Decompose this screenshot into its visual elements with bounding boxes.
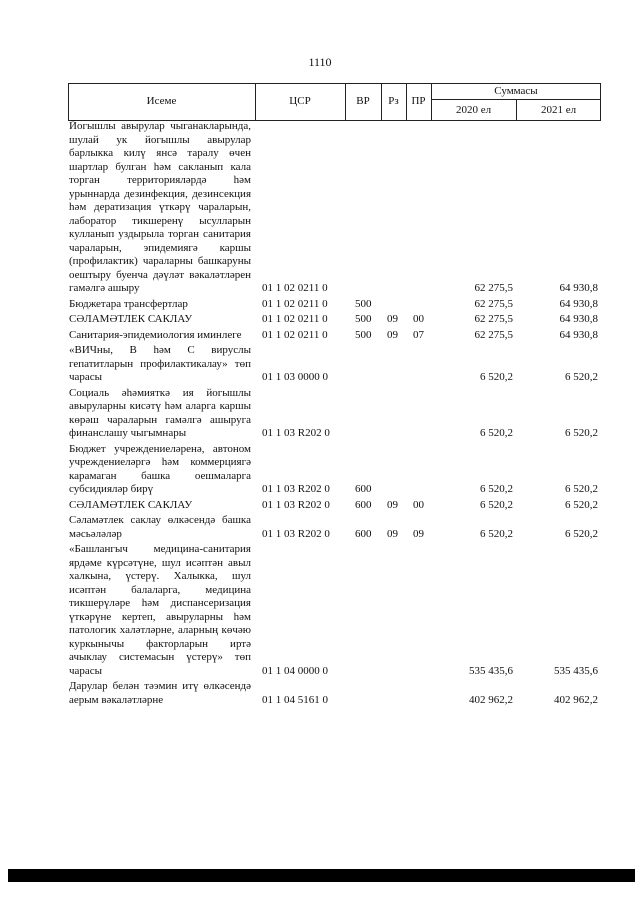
- row-sum-2021: 64 930,8: [559, 297, 598, 310]
- row-name: Бюджет учреждениеләренә, автоном учреждениеләргә һәм коммерциягә карамаган башка оешмаларга субсидияләр бирү: [69, 442, 251, 495]
- row-pr: 00: [413, 313, 424, 325]
- row-name: СӘЛАМӘТЛЕК САКЛАУ: [69, 313, 193, 325]
- row-name: Бюджетара трансфертлар: [69, 297, 188, 310]
- row-csr: 01 1 03 R202 0: [262, 427, 330, 439]
- row-name: СӘЛАМӘТЛЕК САКЛАУ: [69, 498, 193, 511]
- table-header: [68, 83, 601, 121]
- row-sum-2021: 402 962,2: [554, 693, 598, 706]
- table-row: [0, 329, 640, 343]
- row-vr: 600: [355, 498, 372, 511]
- row-vr: 600: [355, 483, 372, 495]
- header-vr: ВР: [356, 95, 370, 107]
- row-name: Сәламәтлек саклау өлкәсендә башка мәсьәләләр: [69, 514, 251, 540]
- row-vr: 500: [355, 313, 372, 325]
- table-row: [0, 120, 640, 296]
- row-sum-2020: 6 520,2: [480, 371, 513, 383]
- row-sum-2021: 64 930,8: [559, 328, 598, 341]
- header-name: Исеме: [146, 95, 177, 107]
- table-row: [0, 680, 640, 707]
- row-csr: 01 1 04 5161 0: [262, 693, 328, 706]
- row-sum-2021: 535 435,6: [554, 664, 598, 677]
- row-sum-2021: 64 930,8: [559, 313, 598, 325]
- row-vr: 500: [355, 297, 372, 310]
- header-pr: ПР: [411, 95, 426, 107]
- row-vr: 600: [355, 527, 372, 540]
- header-year-2021: 2021 ел: [540, 104, 577, 116]
- row-sum-2021: 6 520,2: [565, 483, 598, 495]
- row-pr: 00: [413, 498, 424, 511]
- row-sum-2021: 64 930,8: [559, 282, 598, 294]
- row-name: Санитария-эпидемиология иминлеге: [69, 328, 242, 341]
- row-rz: 09: [387, 328, 398, 341]
- table-row: [0, 443, 640, 497]
- row-sum-2020: 62 275,5: [474, 297, 513, 310]
- table-row: [0, 499, 640, 513]
- row-sum-2020: 402 962,2: [469, 693, 513, 706]
- scan-border-bar: [8, 869, 635, 882]
- row-sum-2020: 62 275,5: [474, 282, 513, 294]
- row-csr: 01 1 03 R202 0: [262, 498, 330, 511]
- header-year-2020: 2020 ел: [455, 104, 492, 116]
- row-csr: 01 1 02 0211 0: [262, 297, 328, 310]
- row-sum-2020: 6 520,2: [480, 427, 513, 439]
- row-sum-2020: 62 275,5: [474, 328, 513, 341]
- row-name: «Башлангыч медицина-санитария ярдәме күрсәтүне, шул исәптән авыл халкына, үстерү. Халыкка, шул исәптән балаларга, медицина тикшерүләре һәм диспансеризация үткәрүне кертеп, авыруларны һәм патологик халәтләрне, аларның көчәю куркынычы факторларын иртә ачыклау системасын үстерү» төп чарасы: [69, 543, 251, 677]
- row-csr: 01 1 04 0000 0: [262, 664, 328, 677]
- header-sums: Суммасы: [494, 85, 538, 97]
- table-row: [0, 313, 640, 327]
- row-sum-2020: 6 520,2: [480, 498, 513, 511]
- row-name: Дарулар белән тәэмин итү өлкәсендә аерым вәкаләтләрне: [69, 680, 251, 706]
- row-csr: 01 1 02 0211 0: [262, 282, 328, 294]
- row-pr: 07: [413, 328, 424, 341]
- table-body: [0, 120, 640, 709]
- row-rz: 09: [387, 313, 398, 325]
- row-sum-2020: 6 520,2: [480, 483, 513, 495]
- row-sum-2021: 6 520,2: [565, 371, 598, 383]
- table-row: [0, 344, 640, 385]
- row-csr: 01 1 02 0211 0: [262, 328, 328, 341]
- row-rz: 09: [387, 498, 398, 511]
- table-row: [0, 298, 640, 312]
- row-sum-2020: 6 520,2: [480, 527, 513, 540]
- table-row: [0, 387, 640, 441]
- row-csr: 01 1 02 0211 0: [262, 313, 328, 325]
- row-sum-2020: 535 435,6: [469, 664, 513, 677]
- row-csr: 01 1 03 R202 0: [262, 483, 330, 495]
- header-csr: ЦСР: [289, 95, 311, 107]
- row-csr: 01 1 03 R202 0: [262, 527, 330, 540]
- row-name: «ВИЧны, В һәм С вируслы гепатитларын профилактикалау» төп чарасы: [69, 344, 251, 383]
- row-name: Йогышлы авырулар чыганакларында, шулай ук йогышлы авырулар барлыкка килү янсә таралу өчен шартлар булган һәм сакланып кала торган территорияләрдә һәм урыннарда дезинфекция, дезинсекция һәм дератизация үткәрү чараларын, лаборатор тикшеренү ысулларын кулланып уздырыла торган санитария чараларын, эпидемиягә каршы (профилактик) чараларны башкаруны оештыру буенча дәүләт вәкаләтләрен гамәлгә ашыру: [69, 120, 251, 294]
- row-csr: 01 1 03 0000 0: [262, 371, 328, 383]
- row-sum-2021: 6 520,2: [565, 498, 598, 511]
- row-rz: 09: [387, 527, 398, 540]
- table-row: [0, 514, 640, 541]
- row-pr: 09: [413, 527, 424, 540]
- row-sum-2021: 6 520,2: [565, 527, 598, 540]
- row-vr: 500: [355, 328, 372, 341]
- table-row: [0, 543, 640, 678]
- page-number: 1110: [308, 55, 332, 69]
- row-name: Социаль әһәмияткә ия йогышлы авыруларны кисәтү һәм аларга каршы көрәш чараларын гамәлгә ашыруга финанслашу чыгымнары: [69, 386, 251, 439]
- header-rz: Рз: [388, 95, 399, 107]
- row-sum-2020: 62 275,5: [474, 313, 513, 325]
- row-sum-2021: 6 520,2: [565, 427, 598, 439]
